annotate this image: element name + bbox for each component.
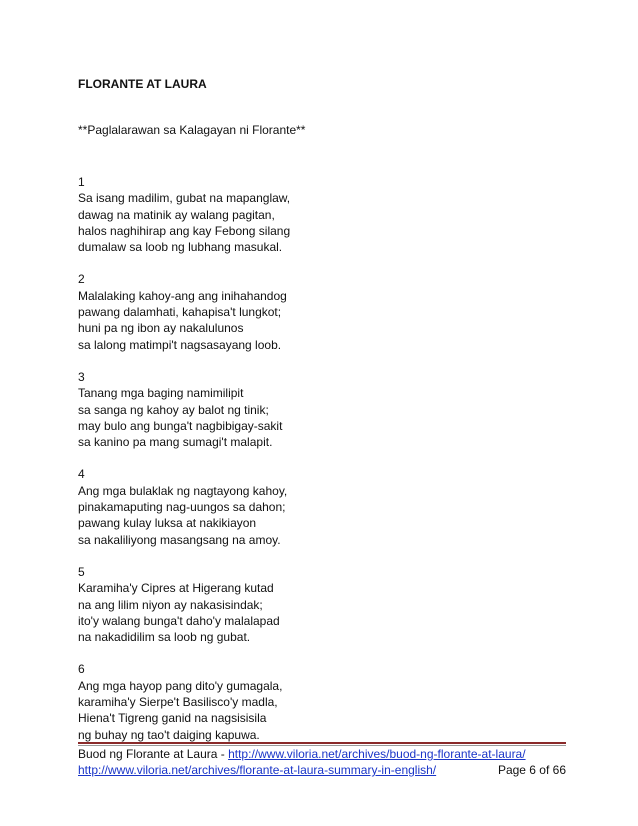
verse-line: sa sanga ng kahoy ay balot ng tinik; xyxy=(78,402,269,417)
stanza-number: 3 xyxy=(78,369,85,384)
verse-line: sa nakaliliyong masangsang na amoy. xyxy=(78,532,281,547)
footer-link-buod[interactable]: http://www.viloria.net/archives/buod-ng-florante-at-laura/ xyxy=(228,747,526,761)
verse-line: karamiha'y Sierpe't Basilisco'y madla, xyxy=(78,695,278,710)
verse-line: dumalaw sa loob ng lubhang masukal. xyxy=(78,240,283,255)
verse-line: Hiena't Tigreng ganid na nagsisisila xyxy=(78,711,267,726)
verse-line: na ang lilim niyon ay nakasisindak; xyxy=(78,597,263,612)
stanza-number: 1 xyxy=(78,175,85,189)
stanza xyxy=(78,661,290,742)
section-subtitle: **Paglalarawan sa Kalagayan ni Florante** xyxy=(78,123,306,137)
verse-line: huni pa ng ibon ay nakalulunos xyxy=(78,321,244,336)
verse-line: Ang mga hayop pang dito'y gumagala, xyxy=(78,678,283,693)
stanza xyxy=(78,466,290,547)
verse-line: Tanang mga baging namimilipit xyxy=(78,386,244,401)
verse-line: halos naghihirap ang kay Febong silang xyxy=(78,223,291,238)
stanza xyxy=(78,564,290,645)
footer-divider xyxy=(78,742,566,744)
verse-line: Ang mga bulaklak ng nagtayong kahoy, xyxy=(78,483,288,498)
verse-line: pinakamaputing nag-uungos sa dahon; xyxy=(78,500,286,515)
footer-link-summary[interactable]: http://www.viloria.net/archives/florante-at-laura-summary-in-english/ xyxy=(78,763,437,777)
stanza xyxy=(78,369,290,450)
verse-line: dawag na matinik ay walang pagitan, xyxy=(78,207,275,222)
verse-line: may bulo ang bunga't nagbibigay-sakit xyxy=(78,418,283,433)
verse-line: pawang dalamhati, kahapisa't lungkot; xyxy=(78,305,282,320)
verse-line: Malalaking kahoy-ang ang inihahandog xyxy=(78,288,287,303)
footer-prefix: Buod ng Florante at Laura - xyxy=(78,747,229,761)
document-title: FLORANTE AT LAURA xyxy=(78,77,207,91)
stanza-number: 6 xyxy=(78,662,85,677)
stanza-number: 4 xyxy=(78,467,85,482)
verse-line: pawang kulay luksa at nakikiayon xyxy=(78,516,257,531)
footer-line-2 xyxy=(78,762,566,778)
stanza-number: 5 xyxy=(78,564,85,579)
page-footer xyxy=(78,746,566,778)
verse-line: ng buhay ng tao't daiging kapuwa. xyxy=(78,727,260,742)
footer-line-1 xyxy=(78,746,566,762)
verse-line: ito'y walang bunga't daho'y malalapad xyxy=(78,613,280,628)
stanza xyxy=(78,271,290,352)
page-number: Page 6 of 66 xyxy=(497,763,566,777)
verse-line: na nakadidilim sa loob ng gubat. xyxy=(78,630,251,645)
verse-line: sa kanino pa mang sumagi't malapit. xyxy=(78,435,273,450)
poem-stanzas xyxy=(78,174,290,759)
verse-line: sa lalong matimpi't nagsasayang loob. xyxy=(78,337,282,352)
stanza xyxy=(78,174,290,255)
stanza-number: 2 xyxy=(78,272,85,287)
verse-line: Sa isang madilim, gubat na mapanglaw, xyxy=(78,191,291,206)
verse-line: Karamiha'y Cipres at Higerang kutad xyxy=(78,581,274,596)
